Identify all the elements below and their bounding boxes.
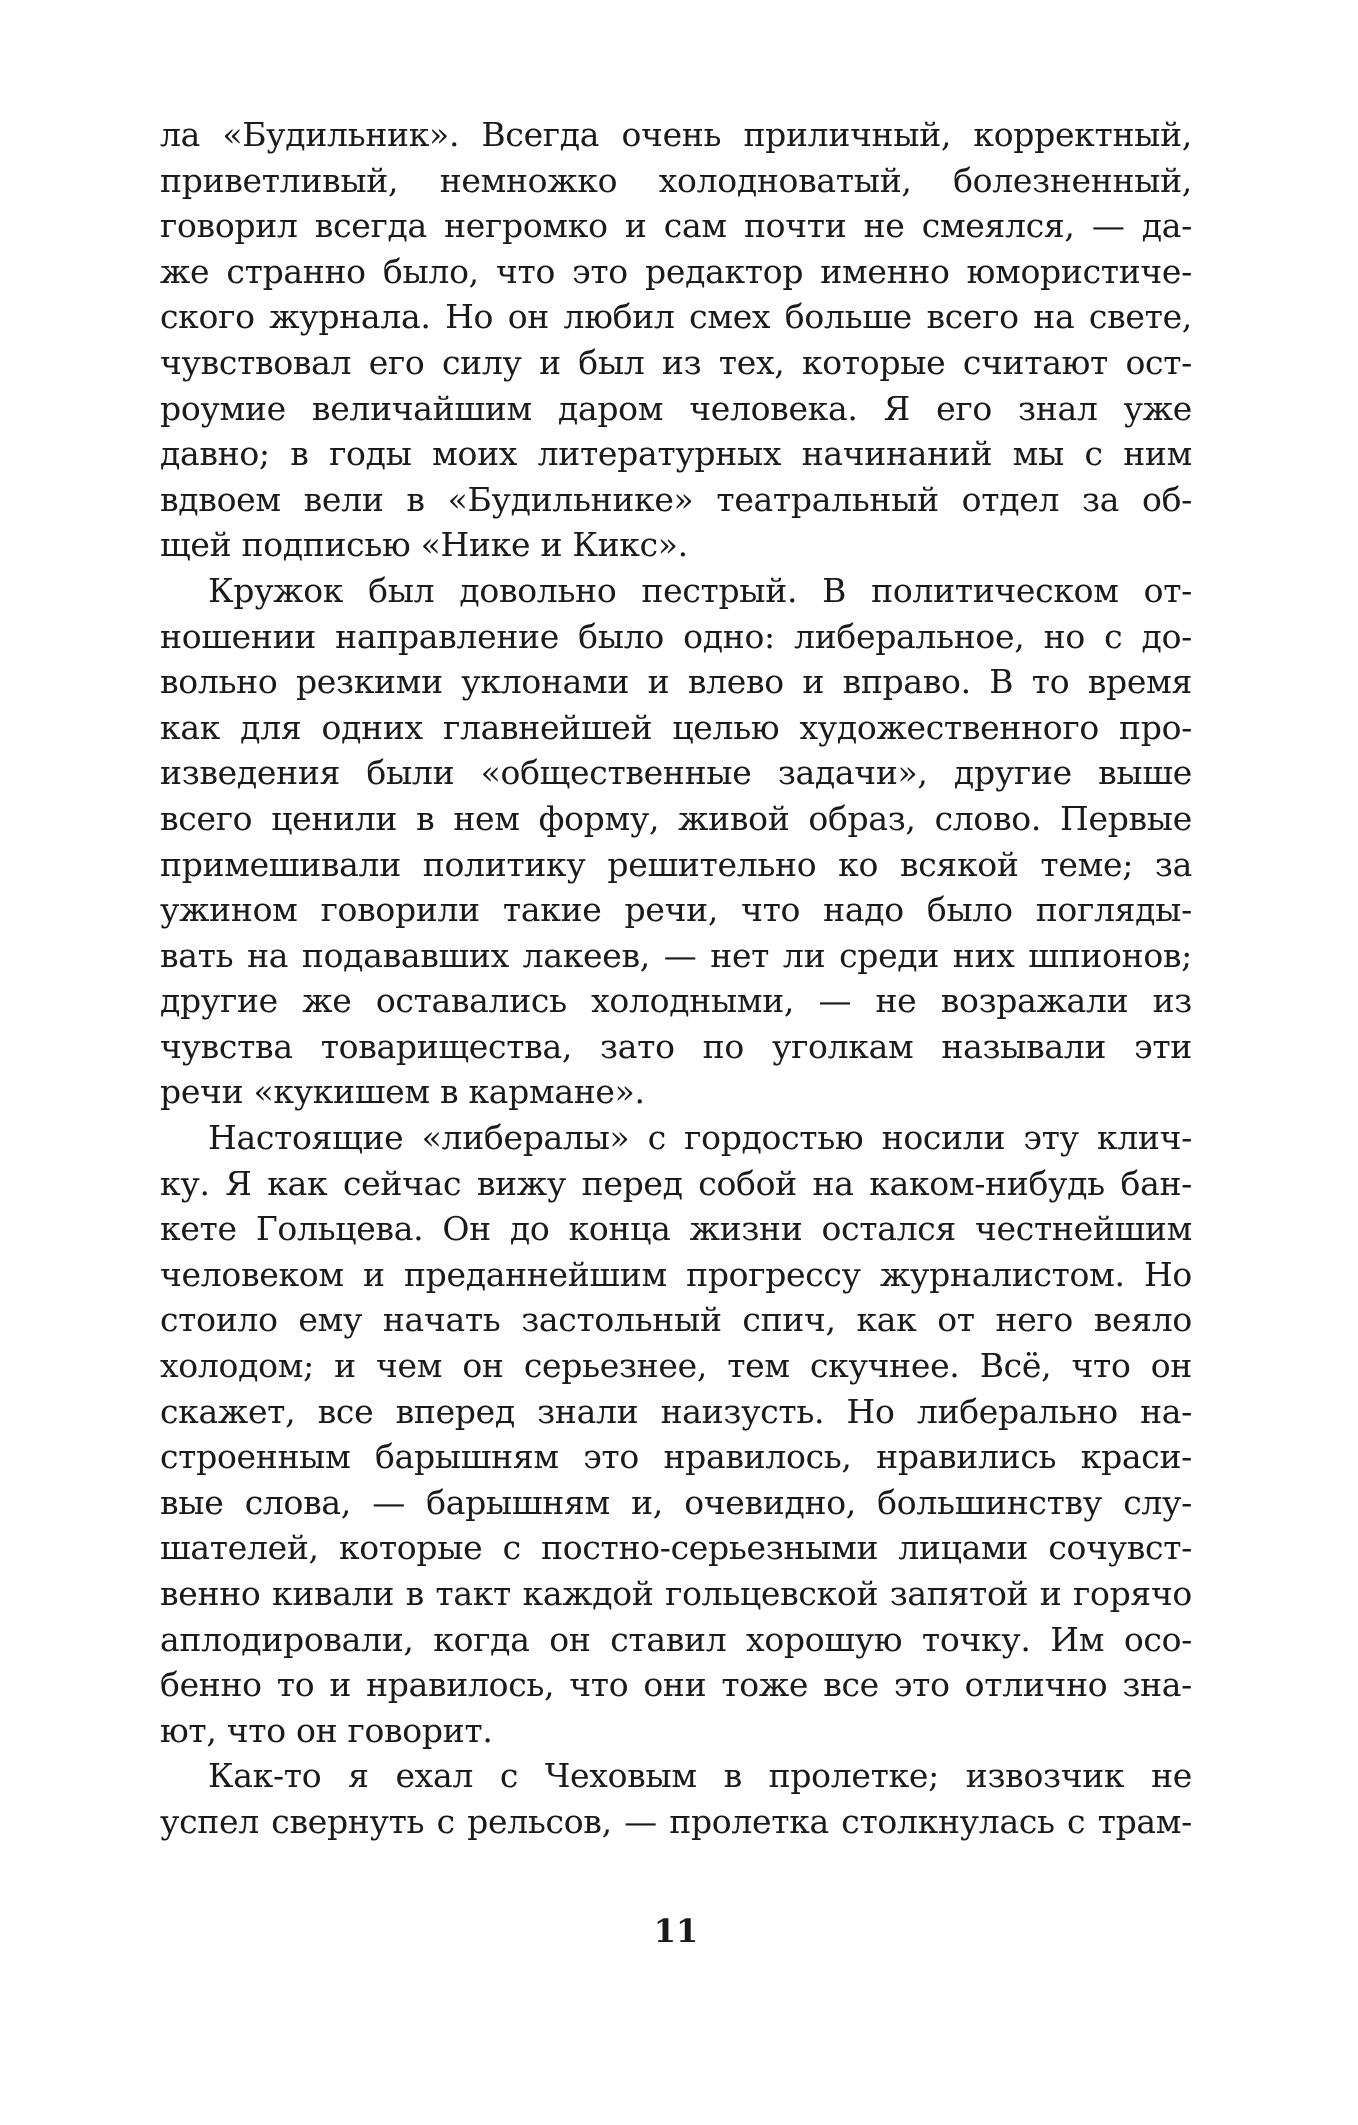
text-line: скажет, все вперед знали наизусть. Но либерально на- bbox=[160, 1391, 1192, 1431]
text-line: же странно было, что это редактор именно юмористиче- bbox=[160, 251, 1192, 291]
text-line: приветливый, немножко холодноватый, болезненный, bbox=[160, 160, 1192, 200]
text-line: изведения были «общественные задачи», другие выше bbox=[160, 753, 1192, 793]
text-line: Кружок был довольно пестрый. В политическом от- bbox=[208, 570, 1192, 610]
text-line: Настоящие «либералы» с гордостью носили эту клич- bbox=[208, 1118, 1192, 1158]
text-line: венно кивали в такт каждой гольцевской запятой и горячо bbox=[160, 1574, 1192, 1613]
page-number: 11 bbox=[653, 1912, 699, 1950]
text-line: вольно резкими уклонами и влево и вправо. В то время bbox=[160, 662, 1192, 702]
body-text bbox=[160, 112, 1192, 1845]
text-line: речи «кукишем в кармане». bbox=[160, 1072, 645, 1112]
text-line: другие же оставались холодными, — не возражали из bbox=[160, 981, 1192, 1021]
text-line: примешивали политику решительно ко всякой теме; за bbox=[160, 844, 1192, 884]
text-line: ского журнала. Но он любил смех больше всего на свете, bbox=[160, 297, 1192, 337]
text-line: давно; в годы моих литературных начинаний мы с ним bbox=[160, 434, 1192, 474]
text-line: говорил всегда негромко и сам почти не смеялся, — да- bbox=[160, 206, 1192, 246]
text-line: ку. Я как сейчас вижу перед собой на каком-нибудь бан- bbox=[160, 1163, 1192, 1203]
text-line: бенно то и нравилось, что они тоже все это отлично зна- bbox=[160, 1665, 1192, 1705]
text-line: ют, что он говорит. bbox=[160, 1710, 493, 1750]
text-line: ла «Будильник». Всегда очень приличный, корректный, bbox=[160, 115, 1192, 154]
text-line: холодом; и чем он серьезнее, тем скучнее. Всё, что он bbox=[160, 1346, 1192, 1386]
text-line: всего ценили в нем форму, живой образ, слово. Первые bbox=[160, 798, 1192, 838]
text-line: Как-то я ехал с Чеховым в пролетке; извозчик не bbox=[208, 1756, 1192, 1796]
text-line: строенным барышням это нравилось, нравились краси- bbox=[160, 1437, 1192, 1477]
text-line: аплодировали, когда он ставил хорошую точку. Им осо- bbox=[160, 1619, 1192, 1659]
text-line: шателей, которые с постно-серьезными лицами сочувст- bbox=[160, 1528, 1192, 1568]
text-line: ношении направление было одно: либеральное, но с до- bbox=[160, 616, 1192, 656]
text-line: стоило ему начать застольный спич, как от него веяло bbox=[160, 1300, 1192, 1340]
text-line: кете Гольцева. Он до конца жизни остался честнейшим bbox=[160, 1209, 1192, 1249]
text-line: человеком и преданнейшим прогрессу журналистом. Но bbox=[160, 1254, 1192, 1294]
text-line: как для одних главнейшей целью художественного про- bbox=[160, 707, 1192, 747]
text-line: роумие величайшим даром человека. Я его знал уже bbox=[160, 388, 1192, 428]
text-line: вать на подававших лакеев, — нет ли среди них шпионов; bbox=[160, 935, 1192, 975]
text-line: чувствовал его силу и был из тех, которые считают ост- bbox=[160, 342, 1192, 382]
text-line: успел свернуть с рельсов, — пролетка столкнулась с трам- bbox=[160, 1801, 1192, 1841]
text-line: чувства товарищества, зато по уголкам называли эти bbox=[160, 1026, 1192, 1066]
text-line: вые слова, — барышням и, очевидно, большинству слу- bbox=[160, 1482, 1192, 1522]
text-line: вдвоем вели в «Будильнике» театральный отдел за об- bbox=[160, 479, 1192, 519]
book-page bbox=[160, 112, 1192, 2012]
text-line: щей подписью «Нике и Кикс». bbox=[160, 525, 688, 565]
text-line: ужином говорили такие речи, что надо было погляды- bbox=[160, 890, 1192, 930]
